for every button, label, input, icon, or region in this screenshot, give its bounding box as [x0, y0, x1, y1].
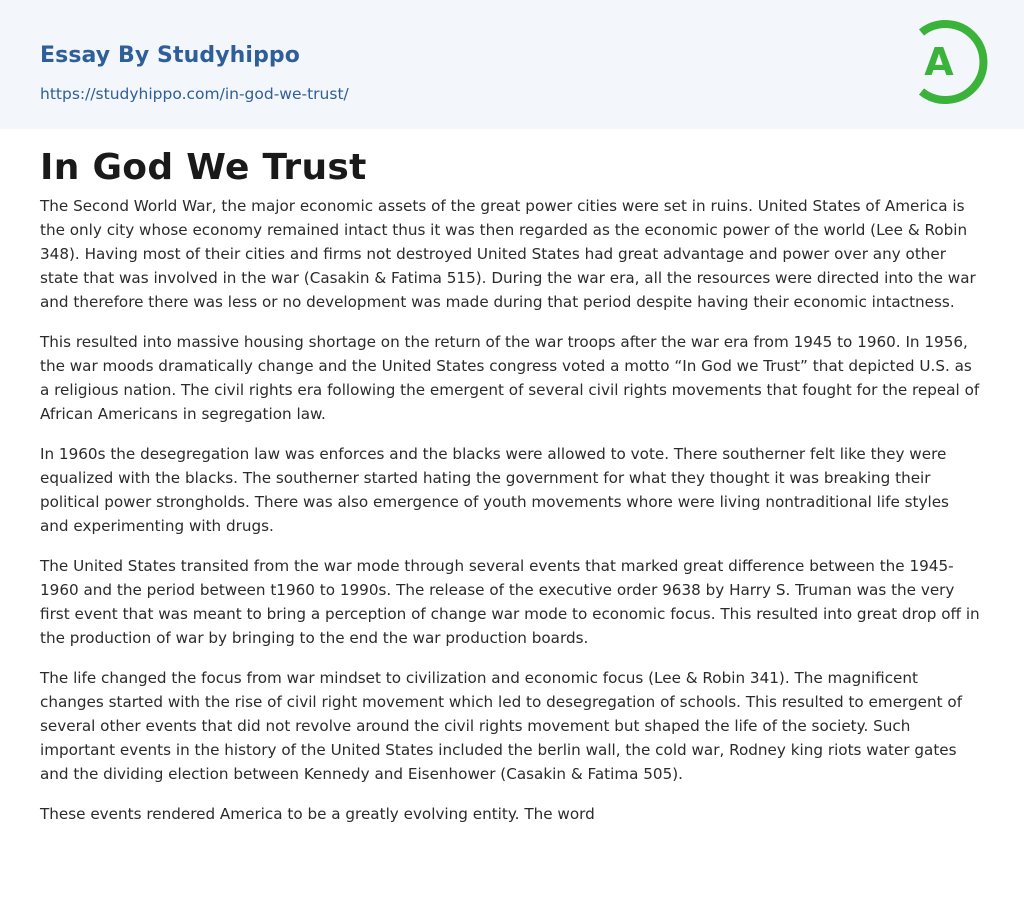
essay-paragraph-6: These events rendered America to be a greatly evolving entity. The word [40, 805, 595, 823]
essay-paragraph-2: This resulted into massive housing shortage on the return of the war troops after the war era from 1945 to 1960. In 1956, the war moods dramatically change and the United States congress voted a motto “In God we Trust” that depicted U.S. as a religious nation. The civil rights era following the emergent of several civil rights movements that fought for the repeal of African Americans in segregation law. [40, 333, 980, 423]
site-brand[interactable]: Essay By Studyhippo [40, 43, 300, 68]
essay-paragraph-1: The Second World War, the major economic assets of the great power cities were set in ruins. United States of America is the only city whose economy remained intact thus it was then regarded as the economic power of the world (Lee & Robin 348). Having most of their cities and firms not destroyed United States had great advantage and power over any other state that was involved in the war (Casakin & Fatima 515). During the war era, all the resources were directed into the war and therefore there was less or no development was made during that period despite having their economic intactness. [40, 197, 976, 311]
essay-title: In God We Trust [40, 147, 367, 188]
article-url-link[interactable]: https://studyhippo.com/in-god-we-trust/ [40, 85, 349, 103]
logo-letter: A [924, 40, 954, 84]
site-header [0, 0, 1024, 129]
essay-body [40, 194, 982, 842]
studyhippo-logo-icon[interactable] [908, 18, 988, 106]
essay-paragraph-3: In 1960s the desegregation law was enforces and the blacks were allowed to vote. There southerner felt like they were equalized with the blacks. The southerner started hating the government for what they thought it was breaking their political power strongholds. There was also emergence of youth movements whore were living nontraditional life styles and experimenting with drugs. [40, 445, 949, 535]
essay-paragraph-5: The life changed the focus from war mindset to civilization and economic focus (Lee & Robin 341). The magnificent changes started with the rise of civil right movement which led to desegregation of schools. This resulted to emergent of several other events that did not revolve around the civil rights movement but shaped the life of the society. Such important events in the history of the United States included the berlin wall, the cold war, Rodney king riots water gates and the dividing election between Kennedy and Eisenhower (Casakin & Fatima 505). [40, 669, 963, 783]
essay-paragraph-4: The United States transited from the war mode through several events that marked great difference between the 1945-1960 and the period between t1960 to 1990s. The release of the executive order 9638 by Harry S. Truman was the very first event that was meant to bring a perception of change war mode to economic focus. This resulted into great drop off in the production of war by bringing to the end the war production boards. [40, 557, 980, 647]
